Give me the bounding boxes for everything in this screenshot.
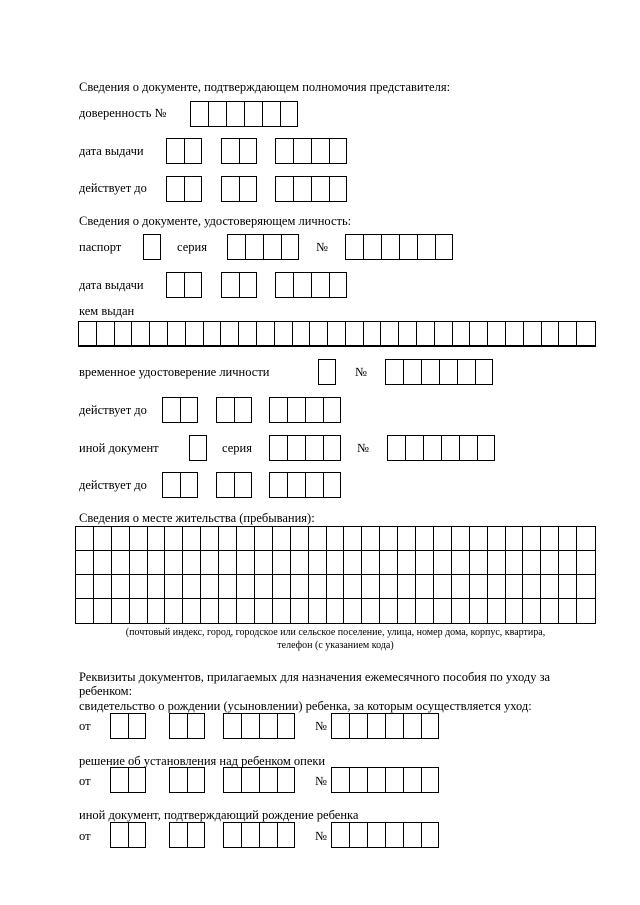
other-birth-number-label: № xyxy=(315,829,327,843)
representative-heading: Сведения о документе, подтверждающем полномочия представителя: xyxy=(79,80,451,94)
guard-day-field[interactable] xyxy=(110,767,146,793)
guard-number-label: № xyxy=(315,774,327,788)
guard-year-field[interactable] xyxy=(223,767,295,793)
residence-heading: Сведения о месте жительства (пребывания): xyxy=(79,511,315,525)
guard-from-label: от xyxy=(79,774,91,788)
other-valid-until-label: действует до xyxy=(79,478,147,492)
attachments-heading-line2: ребенком: xyxy=(79,684,133,698)
issued-by-field[interactable] xyxy=(78,321,596,347)
other-doc-checkbox[interactable] xyxy=(189,435,207,461)
guard-number-field[interactable] xyxy=(331,767,439,793)
temp-id-label: временное удостоверение личности xyxy=(79,365,270,379)
other-birth-year-field[interactable] xyxy=(223,822,295,848)
guardianship-label: решение об установления над ребенком опеки xyxy=(79,754,326,768)
rep-valid-until-label: действует до xyxy=(79,181,147,195)
other-doc-series-label: серия xyxy=(222,441,252,455)
other-birth-month-field[interactable] xyxy=(169,822,205,848)
temp-valid-month-field[interactable] xyxy=(216,397,252,423)
rep-valid-month-field[interactable] xyxy=(221,176,257,202)
residence-note-line1: (почтовый индекс, город, городское или сельское поселение, улица, номер дома, корпус, квартира, xyxy=(125,627,546,638)
birth-day-field[interactable] xyxy=(110,713,146,739)
birth-cert-label: свидетельство о рождении (усыновлении) ребенка, за которым осуществляется уход: xyxy=(79,699,532,713)
temp-id-number-label: № xyxy=(355,365,367,379)
passport-checkbox[interactable] xyxy=(143,234,161,260)
rep-issue-year-field[interactable] xyxy=(275,138,347,164)
passport-issue-day-field[interactable] xyxy=(166,272,202,298)
passport-issue-date-label: дата выдачи xyxy=(79,278,144,292)
passport-series-label: серия xyxy=(177,240,207,254)
birth-month-field[interactable] xyxy=(169,713,205,739)
passport-number-field[interactable] xyxy=(345,234,453,260)
temp-valid-year-field[interactable] xyxy=(269,397,341,423)
guard-month-field[interactable] xyxy=(169,767,205,793)
passport-series-field[interactable] xyxy=(227,234,299,260)
birth-from-label: от xyxy=(79,719,91,733)
rep-valid-day-field[interactable] xyxy=(166,176,202,202)
passport-number-label: № xyxy=(316,240,328,254)
power-of-attorney-number-field[interactable] xyxy=(190,101,298,127)
other-doc-number-label: № xyxy=(357,441,369,455)
temp-id-number-field[interactable] xyxy=(385,359,493,385)
passport-label: паспорт xyxy=(79,240,122,254)
power-of-attorney-label: доверенность № xyxy=(79,106,167,120)
birth-number-label: № xyxy=(315,719,327,733)
passport-issue-month-field[interactable] xyxy=(221,272,257,298)
other-birth-doc-label: иной документ, подтверждающий рождение ребенка xyxy=(79,808,359,822)
other-doc-label: иной документ xyxy=(79,441,159,455)
other-valid-month-field[interactable] xyxy=(216,472,252,498)
other-valid-day-field[interactable] xyxy=(162,472,198,498)
temp-valid-day-field[interactable] xyxy=(162,397,198,423)
passport-issue-year-field[interactable] xyxy=(275,272,347,298)
temp-valid-until-label: действует до xyxy=(79,403,147,417)
attachments-heading-line1: Реквизиты документов, прилагаемых для назначения ежемесячного пособия по уходу за xyxy=(79,670,551,684)
other-birth-number-field[interactable] xyxy=(331,822,439,848)
issued-by-label: кем выдан xyxy=(79,304,135,318)
other-valid-year-field[interactable] xyxy=(269,472,341,498)
rep-issue-date-label: дата выдачи xyxy=(79,144,144,158)
other-doc-number-field[interactable] xyxy=(387,435,495,461)
residence-note-line2: телефон (с указанием кода) xyxy=(277,640,394,651)
rep-issue-day-field[interactable] xyxy=(166,138,202,164)
identity-heading: Сведения о документе, удостоверяющем личность: xyxy=(79,214,352,228)
residence-address-field[interactable] xyxy=(75,526,596,624)
other-from-label: от xyxy=(79,829,91,843)
birth-year-field[interactable] xyxy=(223,713,295,739)
birth-number-field[interactable] xyxy=(331,713,439,739)
other-doc-series-field[interactable] xyxy=(269,435,341,461)
rep-valid-year-field[interactable] xyxy=(275,176,347,202)
rep-issue-month-field[interactable] xyxy=(221,138,257,164)
temp-id-checkbox[interactable] xyxy=(318,359,336,385)
other-birth-day-field[interactable] xyxy=(110,822,146,848)
